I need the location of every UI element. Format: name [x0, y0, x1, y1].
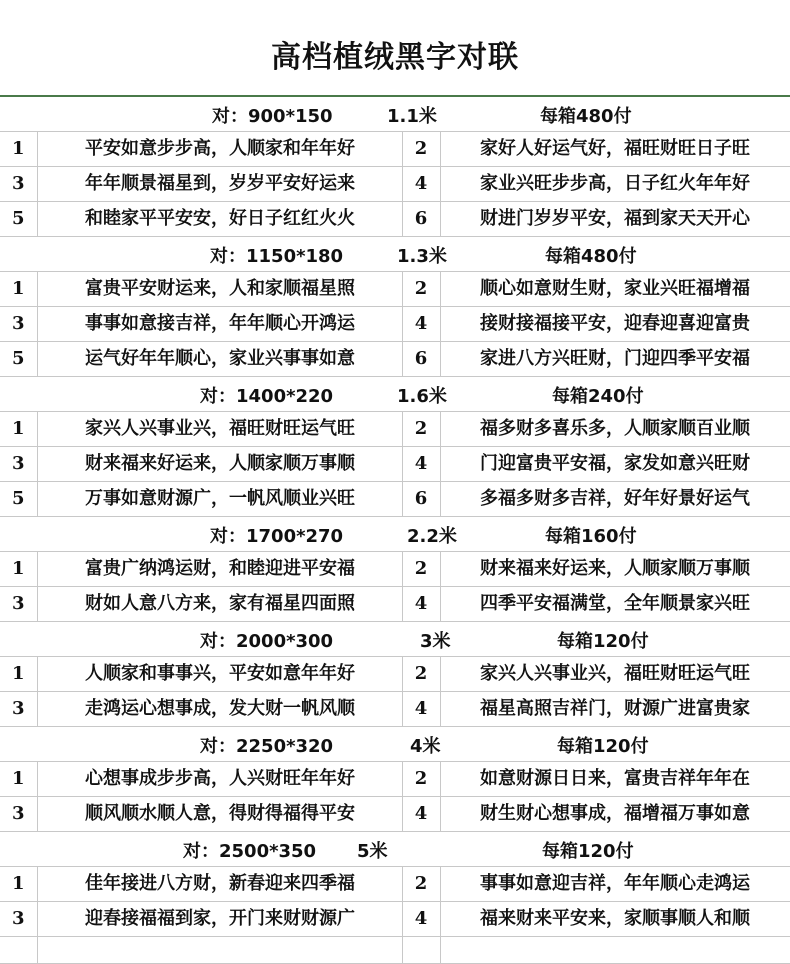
spec-row: [0, 237, 790, 272]
table-row: [0, 762, 790, 797]
item-number: 5: [0, 482, 38, 516]
spec-row: [0, 377, 790, 412]
empty-cell: [38, 937, 403, 963]
spec-row: [0, 832, 790, 867]
item-number: 3: [0, 587, 38, 621]
item-number: 4: [402, 587, 441, 621]
item-number: 3: [0, 692, 38, 726]
table-row: [0, 797, 790, 832]
table-row: [0, 132, 790, 167]
table-row: [0, 202, 790, 237]
item-number: 3: [0, 902, 38, 936]
spec-size: 对：2250*320: [200, 736, 334, 757]
empty-cell: [0, 937, 38, 963]
couplet-text: 顺心如意财生财，家业兴旺福增福: [480, 278, 750, 299]
item-number: 4: [402, 797, 441, 831]
spec-box-quantity: 每箱480付: [545, 246, 637, 267]
item-number: 6: [402, 342, 441, 376]
item-number: 4: [402, 307, 441, 341]
spec-row: [0, 622, 790, 657]
spec-box-quantity: 每箱480付: [540, 106, 632, 127]
empty-cell: [440, 937, 790, 963]
couplet-text: 如意财源日日来，富贵吉祥年年在: [480, 768, 750, 789]
item-number: 1: [0, 762, 38, 796]
item-number: 2: [402, 657, 441, 691]
couplet-text: 财来福来好运来，人顺家顺万事顺: [480, 558, 750, 579]
couplet-text: 财来福来好运来，人顺家顺万事顺: [38, 447, 403, 481]
item-number: 5: [0, 202, 38, 236]
spec-box-quantity: 每箱120付: [542, 841, 634, 862]
couplet-text: 运气好年年顺心，家业兴事事如意: [38, 342, 403, 376]
spec-size: 对：1150*180: [210, 246, 344, 267]
couplet-text: 福多财多喜乐多，人顺家顺百业顺: [480, 418, 750, 439]
spec-box-quantity: 每箱240付: [552, 386, 644, 407]
item-number: 3: [0, 167, 38, 201]
couplet-text: 接财接福接平安，迎春迎喜迎富贵: [480, 313, 750, 334]
spec-size: 对：900*150: [212, 106, 333, 127]
couplet-text: 走鸿运心想事成，发大财一帆风顺: [38, 692, 403, 726]
couplet-text: 顺风顺水顺人意，得财得福得平安: [38, 797, 403, 831]
table-row: [0, 307, 790, 342]
couplet-text: 事事如意接吉祥，年年顺心开鸿运: [38, 307, 403, 341]
spec-length: 2.2米: [407, 526, 457, 547]
spec-row: [0, 517, 790, 552]
couplet-text: 四季平安福满堂，全年顺景家兴旺: [480, 593, 750, 614]
table-row: [0, 692, 790, 727]
page-title: 高档植绒黑字对联: [271, 40, 519, 75]
couplet-text: 万事如意财源广，一帆风顺业兴旺: [38, 482, 403, 516]
spec-row: [0, 97, 790, 132]
item-number: 2: [402, 272, 441, 306]
item-number: 2: [402, 552, 441, 586]
item-number: 1: [0, 132, 38, 166]
couplet-text: 富贵广纳鸿运财，和睦迎进平安福: [38, 552, 403, 586]
table-row: [0, 902, 790, 937]
item-number: 6: [402, 482, 441, 516]
item-number: 2: [402, 412, 441, 446]
couplet-table: [0, 95, 790, 964]
couplet-text: 门迎富贵平安福，家发如意兴旺财: [480, 453, 750, 474]
item-number: 3: [0, 447, 38, 481]
spec-length: 5米: [357, 841, 388, 862]
spec-row: [0, 727, 790, 762]
spec-length: 4米: [410, 736, 441, 757]
item-number: 3: [0, 797, 38, 831]
table-row: [0, 447, 790, 482]
item-number: 4: [402, 692, 441, 726]
item-number: 4: [402, 167, 441, 201]
spec-size: 对：1400*220: [200, 386, 334, 407]
couplet-text: 家兴人兴事业兴，福旺财旺运气旺: [480, 663, 750, 684]
spec-length: 3米: [420, 631, 451, 652]
item-number: 4: [402, 447, 441, 481]
couplet-text: 福来财来平安来，家顺事顺人和顺: [480, 908, 750, 929]
couplet-text: 心想事成步步高，人兴财旺年年好: [38, 762, 403, 796]
couplet-text: 财如人意八方来，家有福星四面照: [38, 587, 403, 621]
table-row: [0, 412, 790, 447]
couplet-text: 家进八方兴旺财，门迎四季平安福: [480, 348, 750, 369]
spec-length: 1.1米: [387, 106, 437, 127]
empty-row: [0, 937, 790, 964]
spec-size: 对：2000*300: [200, 631, 334, 652]
table-row: [0, 867, 790, 902]
item-number: 2: [402, 867, 441, 901]
table-row: [0, 587, 790, 622]
table-row: [0, 342, 790, 377]
couplet-text: 佳年接进八方财，新春迎来四季福: [38, 867, 403, 901]
couplet-text: 多福多财多吉祥，好年好景好运气: [480, 488, 750, 509]
couplet-text: 财生财心想事成，福增福万事如意: [480, 803, 750, 824]
couplet-text: 福星高照吉祥门，财源广进富贵家: [480, 698, 750, 719]
empty-cell: [402, 937, 441, 963]
item-number: 5: [0, 342, 38, 376]
item-number: 6: [402, 202, 441, 236]
spec-length: 1.6米: [397, 386, 447, 407]
spec-size: 对：2500*350: [183, 841, 317, 862]
couplet-text: 家兴人兴事业兴，福旺财旺运气旺: [38, 412, 403, 446]
item-number: 2: [402, 132, 441, 166]
couplet-text: 富贵平安财运来，人和家顺福星照: [38, 272, 403, 306]
table-row: [0, 552, 790, 587]
couplet-text: 和睦家平平安安，好日子红红火火: [38, 202, 403, 236]
couplet-text: 人顺家和事事兴，平安如意年年好: [38, 657, 403, 691]
couplet-text: 家业兴旺步步高，日子红火年年好: [480, 173, 750, 194]
table-row: [0, 272, 790, 307]
spec-box-quantity: 每箱120付: [557, 736, 649, 757]
item-number: 1: [0, 412, 38, 446]
table-row: [0, 167, 790, 202]
couplet-text: 年年顺景福星到，岁岁平安好运来: [38, 167, 403, 201]
item-number: 1: [0, 272, 38, 306]
item-number: 3: [0, 307, 38, 341]
item-number: 1: [0, 552, 38, 586]
couplet-text: 迎春接福福到家，开门来财财源广: [38, 902, 403, 936]
item-number: 1: [0, 867, 38, 901]
spec-length: 1.3米: [397, 246, 447, 267]
couplet-text: 事事如意迎吉祥，年年顺心走鸿运: [480, 873, 750, 894]
table-row: [0, 482, 790, 517]
spec-size: 对：1700*270: [210, 526, 344, 547]
couplet-text: 财进门岁岁平安，福到家天天开心: [480, 208, 750, 229]
couplet-text: 家好人好运气好，福旺财旺日子旺: [480, 138, 750, 159]
couplet-text: 平安如意步步高，人顺家和年年好: [38, 132, 403, 166]
spec-box-quantity: 每箱120付: [557, 631, 649, 652]
table-row: [0, 657, 790, 692]
item-number: 1: [0, 657, 38, 691]
spec-box-quantity: 每箱160付: [545, 526, 637, 547]
item-number: 2: [402, 762, 441, 796]
item-number: 4: [402, 902, 441, 936]
